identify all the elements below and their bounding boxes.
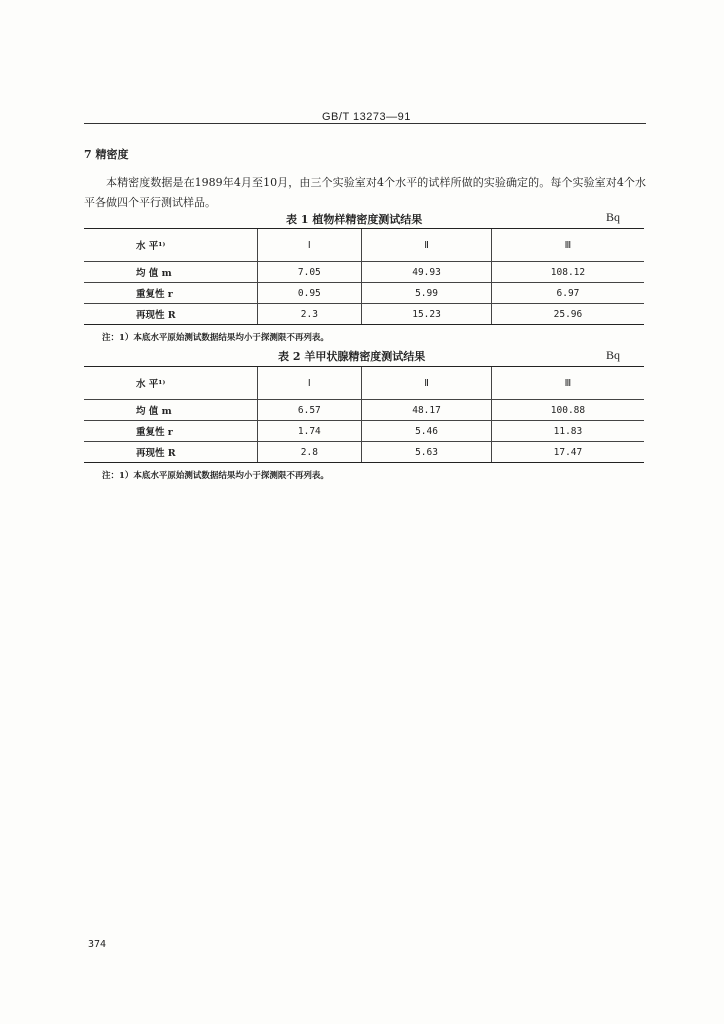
table-2-header-row [84,367,644,400]
section-title: 7 精密度 [84,148,129,161]
table-1-caption: 表 1 植物样精密度测试结果 [286,213,423,226]
cell: 5.63 [362,442,492,463]
table-1-col-3: Ⅲ [491,229,644,262]
table-2-caption: 表 2 羊甲状腺精密度测试结果 [278,350,426,363]
table-2-col-3: Ⅲ [491,367,644,400]
cell: 11.83 [491,421,644,442]
table-2-unit: Bq [606,348,621,362]
cell: 5.99 [362,283,492,304]
cell: 15.23 [362,304,492,325]
table-1-note: 注：1）本底水平原始测试数据结果均小于探测限不再列表。 [102,333,329,343]
section-paragraph: 本精密度数据是在1989年4月至10月，由三个实验室对4个水平的试样所做的实验确定的。每个实验室对4个水平各做四个平行测试样品。 [84,176,646,209]
table-row [84,421,644,442]
row-label: 均 值 m [84,262,257,283]
cell: 1.74 [257,421,362,442]
cell: 6.57 [257,400,362,421]
cell: 2.8 [257,442,362,463]
cell: 6.97 [491,283,644,304]
cell: 2.3 [257,304,362,325]
table-2-col-2: Ⅱ [362,367,492,400]
cell: 48.17 [362,400,492,421]
page-number: 374 [88,939,107,950]
cell: 49.93 [362,262,492,283]
table-1-col-2: Ⅱ [362,229,492,262]
cell: 0.95 [257,283,362,304]
table-row [84,400,644,421]
table-row [84,442,644,463]
table-1 [84,228,644,325]
standard-code: GB/T 13273—91 [322,111,411,123]
table-2-note: 注：1）本底水平原始测试数据结果均小于探测限不再列表。 [102,471,329,481]
table-1-col-1: Ⅰ [257,229,362,262]
cell: 108.12 [491,262,644,283]
row-label: 均 值 m [84,400,257,421]
row-label: 重复性 r [84,283,257,304]
header-rule [84,123,646,124]
table-2-col-1: Ⅰ [257,367,362,400]
table-1-header-label: 水 平¹⁾ [84,229,257,262]
cell: 100.88 [491,400,644,421]
row-label: 再现性 R [84,304,257,325]
table-1-header-row [84,229,644,262]
row-label: 重复性 r [84,421,257,442]
cell: 25.96 [491,304,644,325]
table-1-unit: Bq [606,210,621,224]
table-row [84,283,644,304]
table-row [84,262,644,283]
table-2-header-label: 水 平¹⁾ [84,367,257,400]
cell: 5.46 [362,421,492,442]
table-2 [84,366,644,463]
cell: 7.05 [257,262,362,283]
table-row [84,304,644,325]
row-label: 再现性 R [84,442,257,463]
cell: 17.47 [491,442,644,463]
